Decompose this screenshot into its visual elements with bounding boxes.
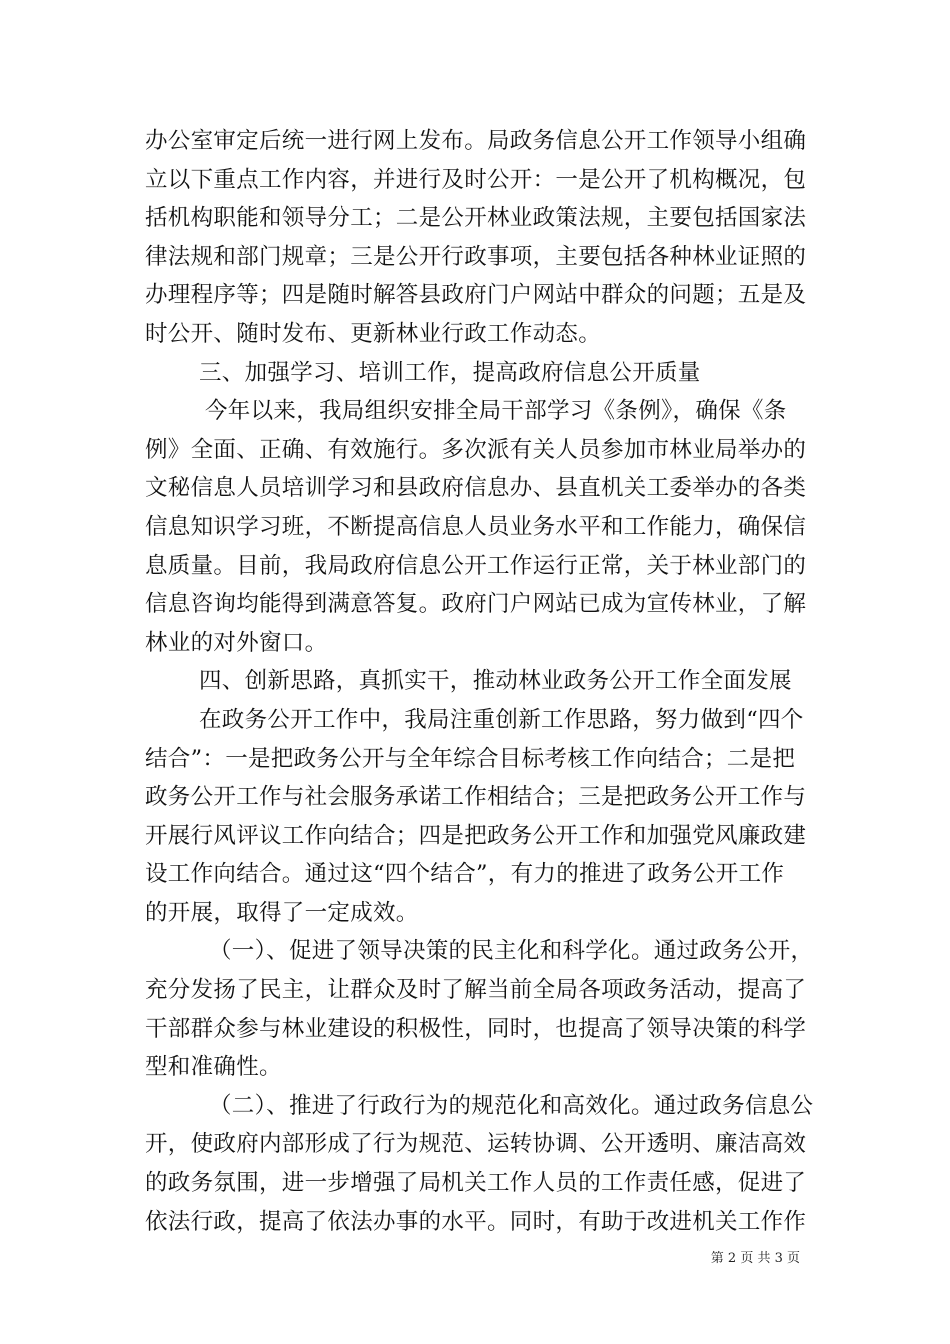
body-line: 干部群众参与林业建设的积极性，同时，也提高了领导决策的科学 xyxy=(145,1015,807,1042)
body-line: 的政务氛围，进一步增强了局机关工作人员的工作责任感，促进了 xyxy=(145,1170,807,1197)
body-line: 文秘信息人员培训学习和县政府信息办、县直机关工委举办的各类 xyxy=(145,475,807,502)
body-line: 信息咨询均能得到满意答复。政府门户网站已成为宣传林业，了解 xyxy=(145,591,807,618)
section-heading-3: 三、加强学习、培训工作，提高政府信息公开质量 xyxy=(199,359,701,386)
document-body xyxy=(145,122,814,1241)
page-number: 第 2 页 共 3 页 xyxy=(710,1251,800,1266)
body-line: 政务公开工作与社会服务承诺工作相结合；三是把政务公开工作与 xyxy=(145,784,807,811)
body-line: 结合”：一是把政务公开与全年综合目标考核工作向结合；二是把 xyxy=(145,745,796,772)
body-line: 型和准确性。 xyxy=(145,1054,282,1081)
subsection-heading-1: （一）、促进了领导决策的民主化和科学化。通过政务公开， xyxy=(209,938,814,965)
body-line: 息质量。目前，我局政府信息公开工作运行正常，关于林业部门的 xyxy=(145,552,807,579)
body-line: 的开展，取得了一定成效。 xyxy=(145,899,419,926)
body-line: 充分发扬了民主，让群众及时了解当前全局各项政务活动，提高了 xyxy=(145,977,807,1004)
body-line: 时公开、随时发布、更新林业行政工作动态。 xyxy=(145,320,602,347)
body-line: 办公室审定后统一进行网上发布。局政务信息公开工作领导小组确 xyxy=(145,128,807,154)
section-heading-4: 四、创新思路，真抓实干，推动林业政务公开工作全面发展 xyxy=(199,668,792,695)
body-line: 今年以来，我局组织安排全局干部学习《条例》，确保《条 xyxy=(205,398,787,425)
body-line: 信息知识学习班，不断提高信息人员业务水平和工作能力，确保信 xyxy=(145,513,807,540)
body-line: 括机构职能和领导分工；二是公开林业政策法规，主要包括国家法 xyxy=(145,205,807,232)
body-line: 例》全面、正确、有效施行。多次派有关人员参加市林业局举办的 xyxy=(145,436,807,463)
body-line: 开，使政府内部形成了行为规范、运转协调、公开透明、廉洁高效 xyxy=(145,1131,807,1158)
body-line: 开展行风评议工作向结合；四是把政务公开工作和加强党风廉政建 xyxy=(145,822,807,849)
body-line: 设工作向结合。通过这“四个结合”，有力的推进了政务公开工作 xyxy=(145,861,785,888)
body-line: 林业的对外窗口。 xyxy=(145,629,328,656)
body-line: 依法行政，提高了依法办事的水平。同时，有助于改进机关工作作 xyxy=(145,1208,807,1235)
body-line: 在政务公开工作中，我局注重创新工作思路，努力做到“四个 xyxy=(199,706,804,733)
body-line: 立以下重点工作内容，并进行及时公开：一是公开了机构概况，包 xyxy=(145,166,807,193)
body-line: 律法规和部门规章；三是公开行政事项，主要包括各种林业证照的 xyxy=(145,243,807,270)
body-line: 办理程序等；四是随时解答县政府门户网站中群众的问题；五是及 xyxy=(145,282,807,309)
subsection-heading-2: （二）、推进了行政行为的规范化和高效化。通过政务信息公 xyxy=(209,1092,814,1119)
